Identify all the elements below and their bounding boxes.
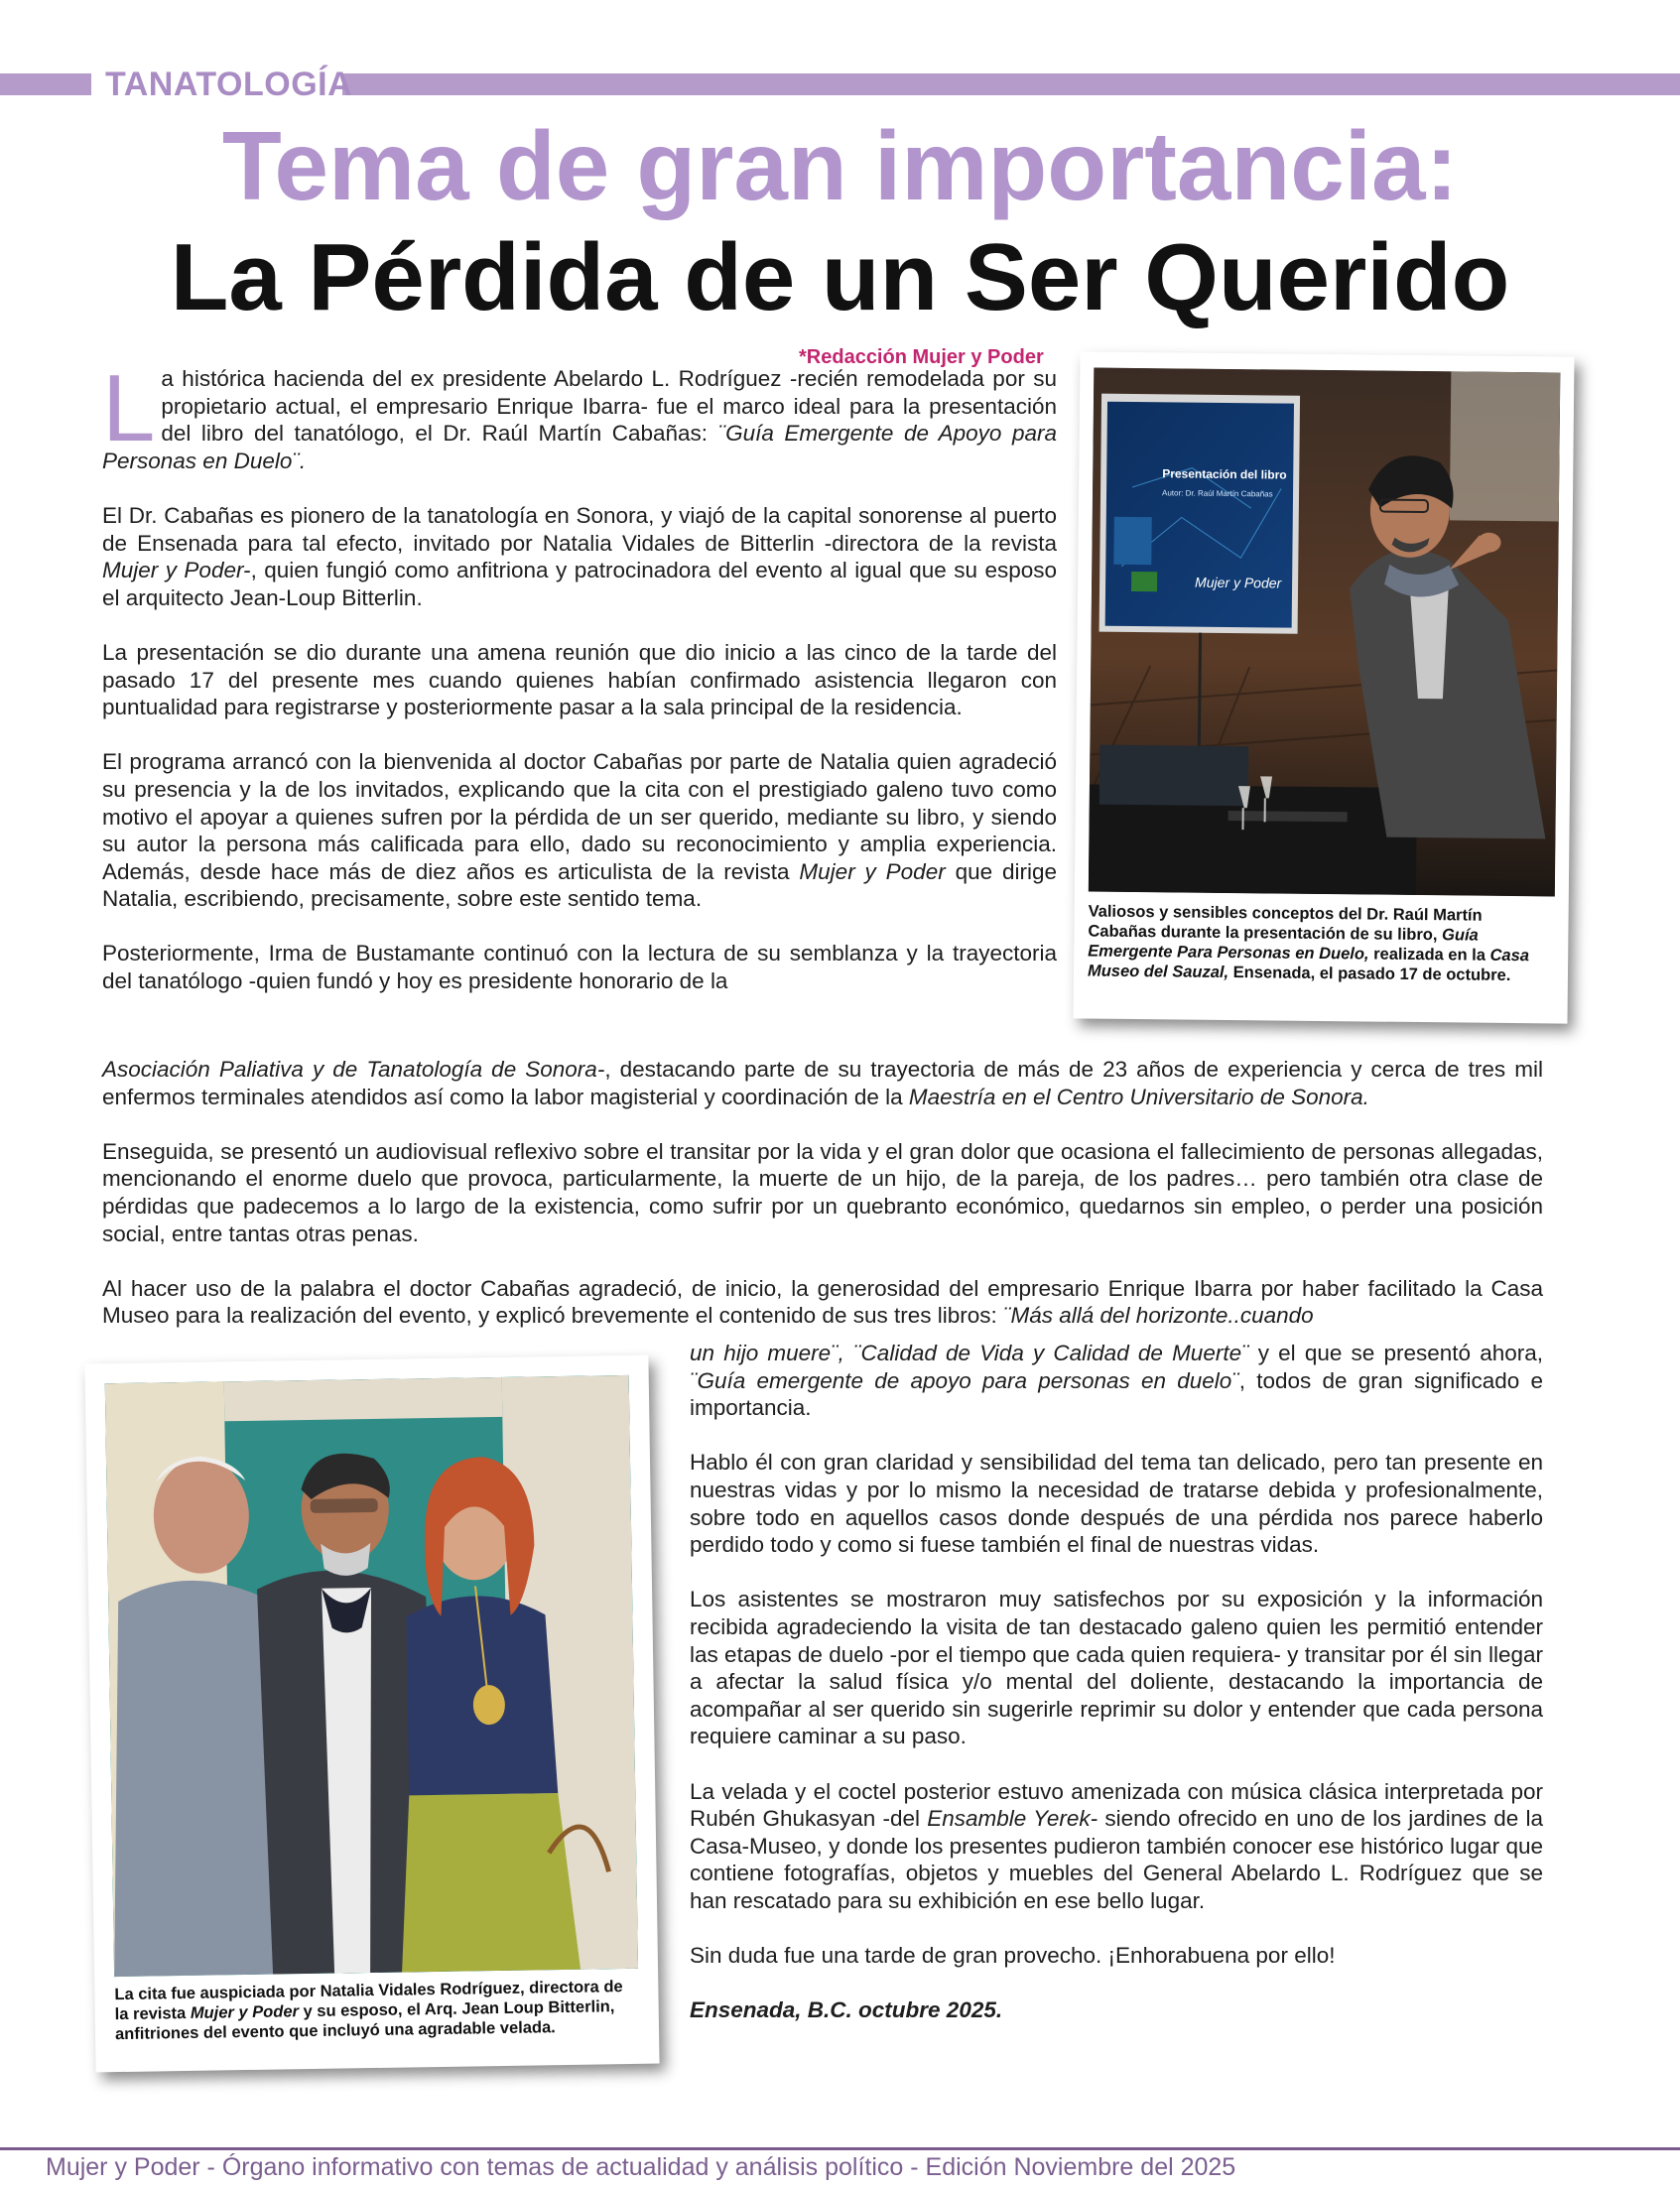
paragraph-8: Hablo él con gran claridad y sensibilidad del tema tan delicado, pero tan presente en nuestras vidas y por lo mismo la necesidad de tratarse debida y profesionalmente, sobre todo en aquellos casos donde después de una pérdida nos parece haberlo perdido todo y como si fuese también el final de nuestras vidas. [690,1450,1543,1558]
byline: *Redacción Mujer y Poder [799,346,1044,368]
headline-line-2: La Pérdida de un Ser Querido [170,224,1510,330]
photo-presentation-image [1089,368,1561,897]
paragraph-5-start: Posteriormente, Irma de Bustamante continuó con la lectura de su semblanza y la trayectoria del tanatólogo -quien fundó y hoy es presidente honorario de la [102,941,1057,994]
photo-presentation [1073,351,1574,1023]
signoff: Ensenada, B.C. octubre 2025. [690,1997,1003,2023]
footer-text: Mujer y Poder - Órgano informativo con temas de actualidad y análisis político - Edición Noviembre del 2025 [46,2153,1236,2181]
header-band-right [342,73,1680,95]
paragraph-2: El Dr. Cabañas es pionero de la tanatología en Sonora, y viajó de la capital sonorense al puerto de Ensenada para tal efecto, invitado por Natalia Vidales de Bitterlin -directora de la revista Mujer y Poder-, quien fungió como anfitriona y patrocinadora del evento al igual que su esposo el arquitecto Jean-Loup Bitterlin. [102,502,1058,610]
paragraph-11: Sin duda fue una tarde de gran provecho. ¡Enhorabuena por ello! [690,1943,1336,1969]
photo-hosts-image [105,1375,638,1977]
photo-hosts-caption: La cita fue auspiciada por Natalia Vidales Rodríguez, directora de la revista Mujer y Poder y su esposo, el Arq. Jean Loup Bitterlin, anfitriones del evento que incluyó una agradable velada. [114,1978,623,2044]
paragraph-7-start: Al hacer uso de la palabra el doctor Cabañas agradeció, de inicio, la generosidad del empresario Enrique Ibarra por haber facilitado la Casa Museo para la realización del evento, y explicó brevemente el contenido de sus tres libros: ¨Más allá del horizonte..cuando [102,1275,1543,1329]
paragraph-6: Enseguida, se presentó un audiovisual reflexivo sobre el transitar por la vida y el gran dolor que ocasiona el fallecimiento de personas allegadas, mencionando el enorme duelo que provoca, particularmente, la muerte de un hijo, de la pareja, de los padres… pero también otra clase de pérdidas que padecemos a lo largo de la existencia, como sufrir por un quebranto económico, quedarnos sin empleo, o perder una posición social, entre tantas otras penas. [102,1138,1543,1246]
article-column-lower [690,1340,1543,2051]
presentation-scene [1089,368,1561,897]
section-label: TANATOLOGÍA [105,65,353,103]
paragraph-3: La presentación se dio durante una amena reunión que dio inicio a las cinco de la tarde del pasado 17 del presente mes cuando quienes habían confirmado asistencia llegaron con puntualidad para registrarse y posteriormente pasar a la sala principal de la residencia. [102,639,1057,720]
paragraph-5-end: Asociación Paliativa y de Tanatología de Sonora-, destacando parte de su trayectoria de más de 23 años de experiencia y cerca de tres mil enfermos terminales atendidos así como la labor magisterial y coordinación de la Maestría en el Centro Universitario de Sonora. [102,1057,1543,1109]
hosts-scene [105,1375,638,1977]
footer-rule [0,2147,1680,2150]
screen-title: Presentación del libro [1162,466,1287,482]
paragraph-7-end: un hijo muere¨, ¨Calidad de Vida y Calidad de Muerte¨ y el que se presentó ahora, ¨Guía emergente de apoyo para personas en duelo¨, todos de gran significado e importancia. [690,1341,1544,1421]
screen-author: Autor: Dr. Raúl Martín Cabañas [1161,488,1273,499]
header-band-left [0,73,91,95]
paragraph-1: La histórica hacienda del ex presidente Abelardo L. Rodríguez -recién remodelada por su propietario actual, el empresario Enrique Ibarra- fue el marco ideal para la presentación del libro del tanatólogo, el Dr. Raúl Martín Cabañas: ¨Guía Emergente de Apoyo para Personas en Duelo¨. [102,355,1057,473]
photo-presentation-caption: Valiosos y sensibles conceptos del Dr. Raúl Martín Cabañas durante la presentación de su libro, Guía Emergente Para Personas en Duelo, realizada en la Casa Museo del Sauzal, Ensenada, el pasado 17 de octubre. [1087,902,1530,984]
article-column-full [102,1056,1543,1330]
screen-brand: Mujer y Poder [1195,574,1282,591]
headline-line-1: Tema de gran importancia: [221,111,1459,220]
paragraph-4: El programa arrancó con la bienvenida al doctor Cabañas por parte de Natalia quien agradeció su presencia y la de los invitados, explicando que la cita con el prestigiado galeno tuvo como motivo el apoyar a quienes sufren por la pérdida de un ser querido, mediante su libro, y siendo su autor la persona más calificada para ello, dado su reconocimiento y amplia experiencia. Además, desde hace más de diez años es articulista de la revista Mujer y Poder que dirige Natalia, escribiendo, precisamente, sobre este sentido tema. [102,749,1057,912]
paragraph-10: La velada y el coctel posterior estuvo amenizada con música clásica interpretada por Rubén Ghukasyan -del Ensamble Yerek- siendo ofrecido en uno de los jardines de la Casa-Museo, y donde los presentes pudieron también conocer ese histórico lugar que contiene fotografías, objetos y muebles del General Abelardo L. Rodríguez que se han rescatado para su exhibición en ese bello lugar. [690,1778,1543,1913]
photo-hosts [84,1355,659,2073]
drop-cap: L [102,355,156,461]
paragraph-9: Los asistentes se mostraron muy satisfechos por su exposición y la información recibida agradeciendo la visita de tan destacado galeno quien les permitió entender las etapas de duelo -por el tiempo que cada quien requiera- y transitar por él sin llegar a afectar la salud física y/o mental del doliente, destacando la importancia de acompañar al ser querido sin sugerirle reprimir su dolor y entender que cada persona requiere caminar a su paso. [690,1587,1543,1749]
